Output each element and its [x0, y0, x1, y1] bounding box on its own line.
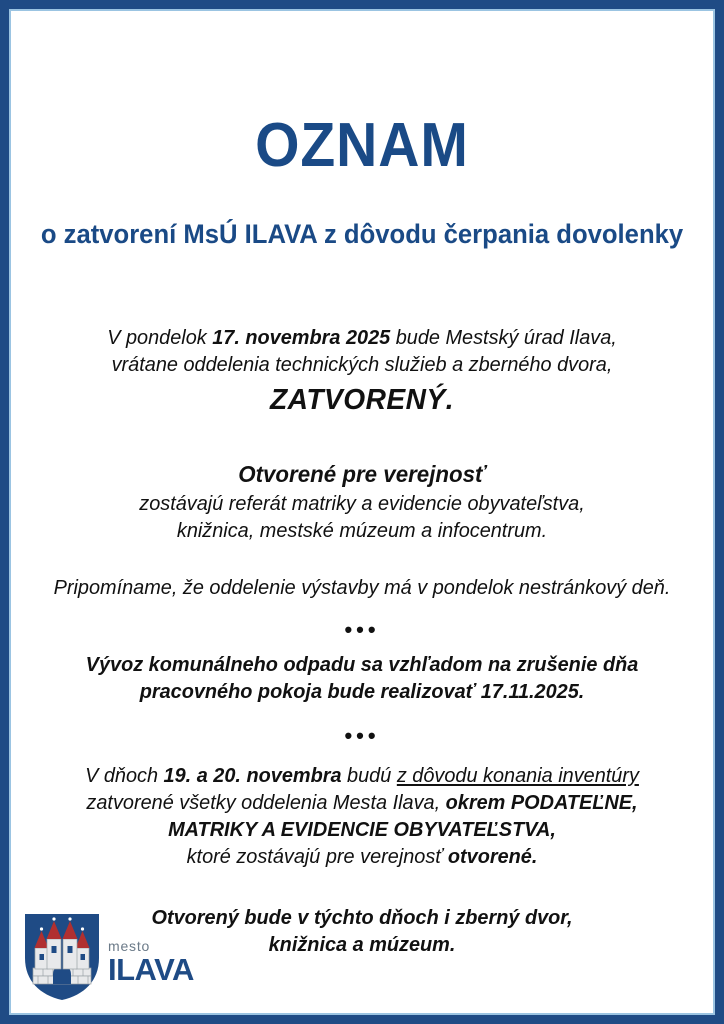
- poster-inner-frame: [9, 9, 715, 1015]
- page-title: OZNAM: [255, 111, 469, 180]
- inventory-exception-2: MATRIKY A EVIDENCIE OBYVATEĽSTVA,: [168, 818, 556, 841]
- waste-line2: pracovného pokoja bude realizovať 17.11.2025.: [139, 680, 585, 703]
- inventory-dates: 19. a 20. novembra: [163, 764, 342, 787]
- reminder-text: Pripomíname, že oddelenie výstavby má v pondelok nestránkový deň.: [53, 576, 671, 599]
- closure-paragraph: [39, 324, 685, 419]
- inventory-line2-pre: zatvorené všetky oddelenia Mesta Ilava,: [86, 791, 446, 814]
- page-subtitle: o zatvorení MsÚ ILAVA z dôvodu čerpania dovolenky: [40, 219, 684, 249]
- closure-status-word: ZATVORENÝ.: [269, 384, 455, 416]
- logo-ilava-text: ILAVA: [108, 952, 194, 987]
- open-for-public-heading: Otvorené pre verejnosť: [238, 461, 486, 487]
- waste-line1: Vývoz komunálneho odpadu sa vzhľadom na zrušenie dňa: [85, 653, 639, 676]
- reminder-paragraph: [39, 574, 685, 601]
- inventory-line1-mid: budú: [341, 764, 397, 787]
- open-for-public-line2: knižnica, mestské múzeum a infocentrum.: [176, 519, 548, 542]
- separator-dots-1: •••: [344, 617, 380, 642]
- separator-dots-2: •••: [344, 723, 380, 748]
- inventory-exception-1: okrem PODATEĽNE,: [445, 791, 638, 814]
- inventory-open-word: otvorené.: [447, 845, 538, 868]
- inventory-line1-pre: V dňoch: [85, 764, 164, 787]
- closure-line1-post: bude Mestský úrad Ilava,: [390, 326, 617, 349]
- waste-collection-paragraph: [39, 651, 685, 705]
- closure-date: 17. novembra 2025: [212, 326, 391, 349]
- logo-mesto-text: mesto: [108, 938, 151, 954]
- logo-wordmark: [108, 939, 194, 985]
- ilava-coat-of-arms-icon: [22, 911, 102, 1008]
- closure-line1-pre: V pondelok: [107, 326, 213, 349]
- poster-canvas: [11, 11, 713, 1013]
- final-note-line1: Otvorený bude v týchto dňoch i zberný dvor,: [151, 906, 573, 929]
- city-logo: [22, 911, 202, 1003]
- open-for-public-line1: zostávajú referát matriky a evidencie obyvateľstva,: [139, 492, 585, 515]
- closure-line2: vrátane oddelenia technických služieb a zberného dvora,: [111, 353, 613, 376]
- inventory-reason: z dôvodu konania inventúry: [396, 764, 639, 787]
- inventory-paragraph: [39, 762, 685, 870]
- final-note-line2: knižnica a múzeum.: [268, 933, 456, 956]
- open-for-public-paragraph: [39, 459, 685, 544]
- inventory-line4-pre: ktoré zostávajú pre verejnosť: [186, 845, 448, 868]
